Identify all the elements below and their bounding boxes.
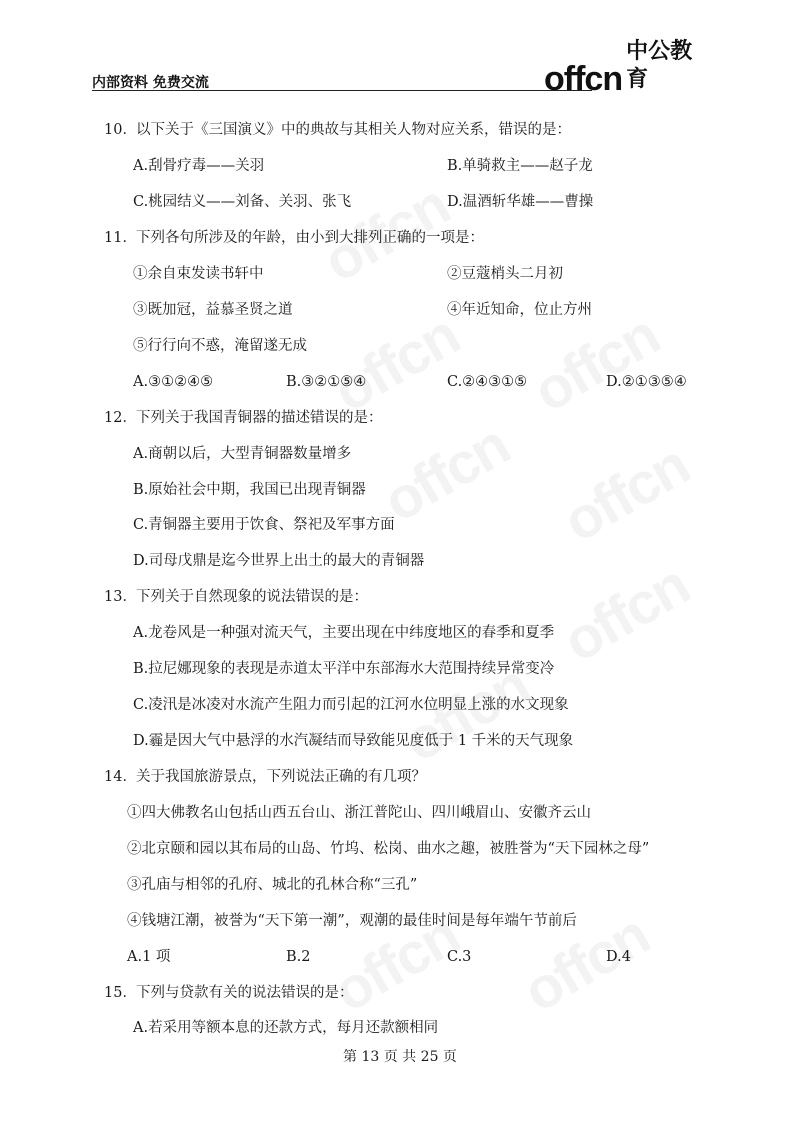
option: D.霾是因大气中悬浮的水汽凝结而导致能见度低于 1 千米的天气现象 <box>133 733 574 749</box>
question-number: 11． <box>104 230 137 246</box>
option: A.刮骨疗毒——关羽 <box>133 158 265 174</box>
watermark <box>522 302 670 426</box>
option: C.3 <box>447 949 472 965</box>
logo-mark: offcn <box>544 60 623 98</box>
page-number: 第 13 页 共 25 页 <box>343 1049 457 1065</box>
question-number: 14． <box>104 769 137 785</box>
page-header <box>92 39 710 98</box>
question-stem: 下列各句所涉及的年龄，由小到大排列正确的一项是： <box>136 230 484 246</box>
option: B.2 <box>286 949 311 965</box>
statement-item: ⑤行行向不惑，淹留遂无成 <box>133 338 307 354</box>
header-rule <box>92 90 592 91</box>
logo-chinese: 中公教育 <box>626 39 693 92</box>
question-number: 15． <box>104 985 137 1001</box>
statement-item: ③既加冠，益慕圣贤之道 <box>133 302 293 318</box>
header-label: 内部资料 免费交流 <box>92 75 209 91</box>
watermark <box>552 432 700 556</box>
watermark <box>322 302 470 426</box>
option: C.凌汛是冰凌对水流产生阻力而引起的江河水位明显上涨的水文现象 <box>133 697 569 713</box>
question-number: 12． <box>104 410 137 426</box>
question-number: 13． <box>104 589 137 605</box>
statement-item: ①余自束发读书轩中 <box>133 266 264 282</box>
option: D.②①③⑤④ <box>606 374 687 390</box>
option: D.司母戊鼎是迄今世界上出土的最大的青铜器 <box>133 553 425 569</box>
option: B.③②①⑤④ <box>286 374 367 390</box>
option: A.1 项 <box>127 949 171 965</box>
option: B.单骑救主——赵子龙 <box>447 158 593 174</box>
option: A.③①②④⑤ <box>133 374 214 390</box>
option: D.温酒斩华雄——曹操 <box>447 194 594 210</box>
option: A.若采用等额本息的还款方式，每月还款额相同 <box>133 1020 439 1036</box>
statement-item: ②豆蔻梢头二月初 <box>447 266 563 282</box>
statement-item: ①四大佛教名山包括山西五台山、浙江普陀山、四川峨眉山、安徽齐云山 <box>127 805 591 821</box>
option: B.原始社会中期，我国已出现青铜器 <box>133 482 366 498</box>
question-stem: 以下关于《三国演义》中的典故与其相关人物对应关系，错误的是： <box>136 122 571 138</box>
option: C.桃园结义——刘备、关羽、张飞 <box>133 194 352 210</box>
option: C.青铜器主要用于饮食、祭祀及军事方面 <box>133 517 395 533</box>
statement-item: ②北京颐和园以其布局的山岛、竹坞、松岗、曲水之趣，被胜誉为“天下园林之母” <box>127 841 650 857</box>
option: A.商朝以后，大型青铜器数量增多 <box>133 446 352 462</box>
question-stem: 下列关于我国青铜器的描述错误的是： <box>136 410 383 426</box>
option: A.龙卷风是一种强对流天气，主要出现在中纬度地区的春季和夏季 <box>133 625 555 641</box>
question-stem: 关于我国旅游景点，下列说法正确的有几项？ <box>136 769 426 785</box>
question-number: 10． <box>104 122 137 138</box>
option: B.拉尼娜现象的表现是赤道太平洋中东部海水大范围持续异常变冷 <box>133 661 555 677</box>
option: C.②④③①⑤ <box>447 374 528 390</box>
statement-item: ④钱塘江潮，被誉为“天下第一潮”，观潮的最佳时间是每年端午节前后 <box>127 913 577 929</box>
option: D.4 <box>606 949 631 965</box>
question-stem: 下列关于自然现象的说法错误的是： <box>136 589 368 605</box>
question-stem: 下列与贷款有关的说法错误的是： <box>136 985 354 1001</box>
statement-item: ③孔庙与相邻的孔府、城北的孔林合称“三孔” <box>127 877 418 893</box>
offcn-logo <box>544 39 710 98</box>
watermark <box>552 552 700 676</box>
statement-item: ④年近知命，位止方州 <box>447 302 592 318</box>
